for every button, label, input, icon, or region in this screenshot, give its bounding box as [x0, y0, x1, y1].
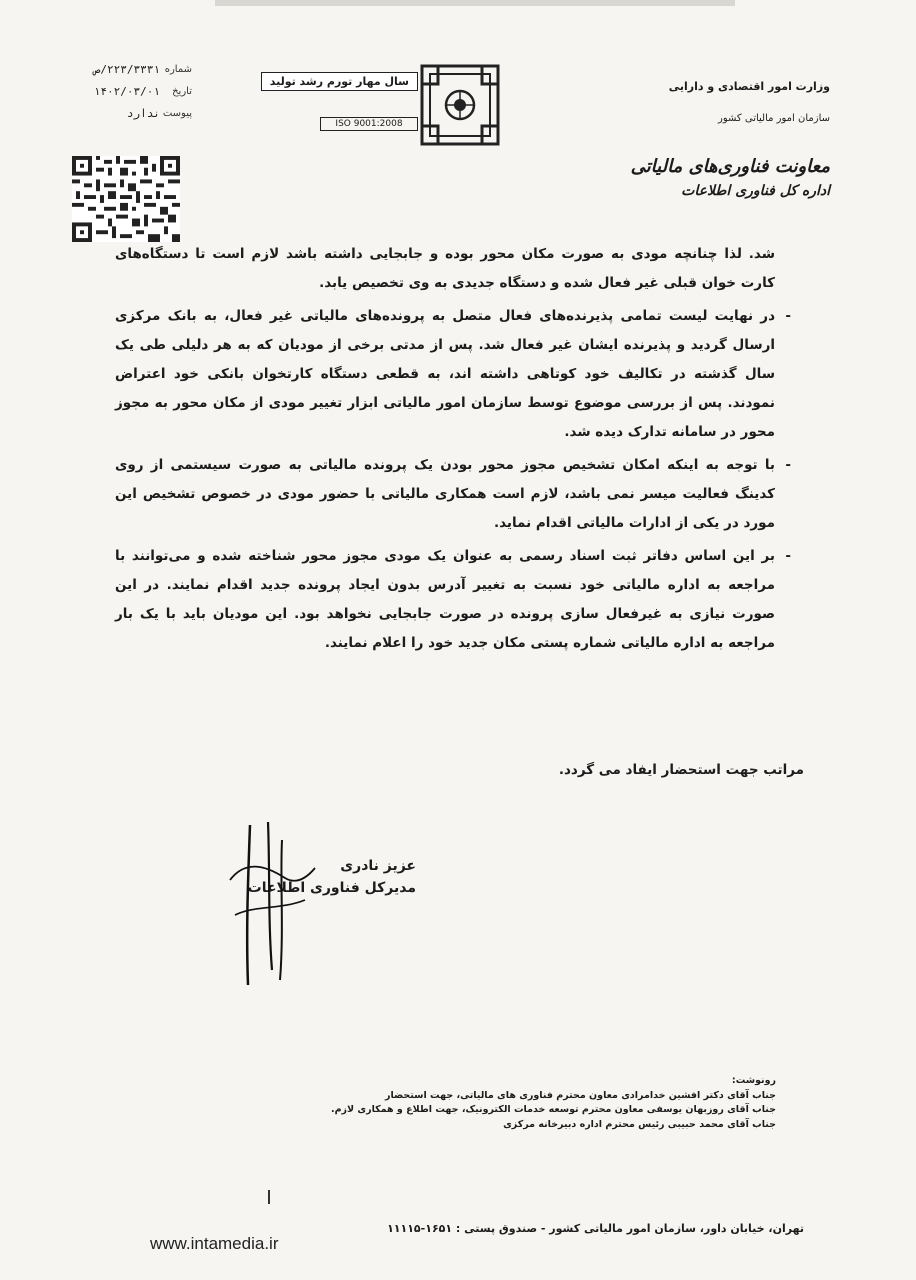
department-name: اداره کل فناوری اطلاعات: [681, 183, 830, 199]
cc-line-2: جناب آقای روزبهان یوسفی معاون محترم توسعه خدمات الکترونیک، جهت اطلاع و همکاری لازم.: [330, 1104, 776, 1115]
cc-heading: رونوشت:: [731, 1075, 776, 1086]
tax-organization-emblem: [420, 64, 500, 146]
letter-body: [115, 240, 775, 662]
paragraph-2: - در نهایت لیست تمامی پذیرنده‌های فعال متصل به پرونده‌های مالیاتی غیر فعال، به بانک مرکزی ارسال گردید و پذیرنده ایشان غیر فعال شد. پس از مدتی برخی از مودیان که به هر دلیلی طی یک سال گذشته در تکالیف خود کوتاهی داشته اند، به قطعی دستگاه کارتخوان بانکی خود اعتراض نمودند. پس از بررسی موضوع توسط سازمان امور مالیاتی ابزار تغییر مودی از مکان محور به مجوز محور در سامانه تدارک دیده شد.: [115, 302, 775, 447]
paragraph-3: - با توجه به اینکه امکان تشخیص مجوز محور بودن یک پرونده مالیاتی به صورت سیستمی از روی کدینگ فعالیت میسر نمی باشد، لازم است همکاری مالیاتی با حضور مودی در خصوص تشخیص این مورد در یکی از ادارات مالیاتی اقدام نماید.: [115, 451, 775, 538]
closing-line: مراتب جهت استحضار ایفاد می گردد.: [558, 762, 804, 778]
qr-code: [72, 156, 180, 242]
number-row: [62, 58, 192, 80]
date-label: تاریخ: [172, 85, 192, 97]
ministry-names: [510, 80, 830, 124]
scan-edge: [215, 0, 735, 6]
signer-title: مدیرکل فناوری اطلاعات: [247, 880, 416, 896]
iso-badge: ISO 9001:2008: [320, 117, 418, 131]
paragraph-4: - بر این اساس دفاتر ثبت اسناد رسمی به عنوان یک مودی مجوز محور شناخته شده و می‌توانند با مراجعه به اداره مالیاتی خود نسبت به تغییر آدرس بدون ایجاد پرونده جدید اقدام نمایند. در این صورت نیازی به غیرفعال سازی پرونده در صورت جابجایی نخواهد بود. این مودیان باید با یک بار مراجعه به اداره مالیاتی شماره پستی مکان جدید خود را اعلام نمایند.: [115, 542, 775, 658]
signer-name: عزیز نادری: [340, 858, 416, 874]
cc-line-3: جناب آقای محمد حبیبی رئیس محترم اداره دبیرخانه مرکزی: [503, 1118, 776, 1130]
letter-number: ۲۲۳/۳۳۳۱/ص: [93, 62, 160, 76]
footer-mark: [268, 1190, 270, 1204]
date-row: [62, 80, 192, 102]
cc-line-1: جناب آقای دکتر افشین خدامرادی معاون محترم فناوری های مالیاتی، جهت استحضار: [384, 1089, 776, 1101]
cc-block: [331, 1074, 776, 1132]
ministry-badges: [238, 70, 418, 131]
year-slogan: سال مهار تورم رشد تولید: [261, 72, 418, 91]
attachment-label: پیوست: [162, 107, 192, 119]
paragraph-1: شد. لذا چنانچه مودی به صورت مکان محور بوده و جابجایی داشته باشد لازم است تا دستگاه‌های کارت خوان قبلی غیر فعال شده و دستگاه جدیدی به وی تخصیص یابد.: [115, 246, 775, 291]
ministry-header: [230, 60, 830, 150]
handwritten-signature: [210, 820, 320, 990]
letter-meta: [62, 58, 192, 124]
attachment-row: [62, 102, 192, 124]
organization-name: سازمان امور مالیاتی کشور: [718, 113, 830, 124]
ministry-name: وزارت امور اقتصادی و دارایی: [668, 80, 830, 93]
letter-date: ۱۴۰۲/۰۳/۰۱: [93, 84, 160, 98]
footer-address: تهران، خیابان داور، سازمان امور مالیاتی کشور - صندوق پستی : ۱۶۵۱-۱۱۱۱۵: [387, 1222, 804, 1235]
website-watermark: www.intamedia.ir: [150, 1234, 279, 1253]
attachment-value: ندارد: [126, 106, 160, 120]
number-label: شماره: [164, 63, 192, 75]
deputy-name: معاونت فناوری‌های مالیاتی: [630, 156, 830, 177]
department-header: [631, 156, 830, 199]
